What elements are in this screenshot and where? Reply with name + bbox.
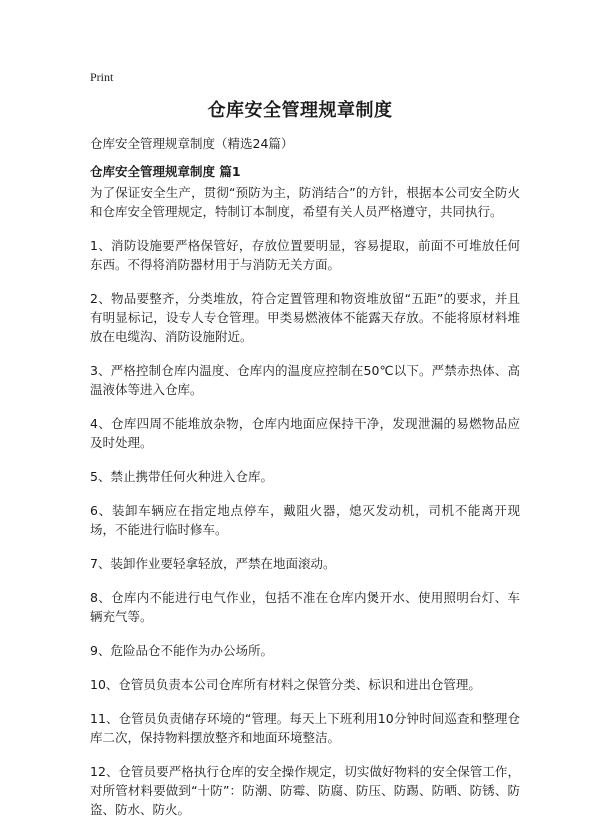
rule-paragraph-4: 4、仓库四周不能堆放杂物，仓库内地面应保持干净，发现泄漏的易燃物品应及时处理。 [90, 416, 520, 450]
print-label[interactable]: Print [90, 70, 114, 84]
page-title: 仓库安全管理规章制度 [207, 100, 393, 121]
rule-paragraph-7: 7、装卸作业要轻拿轻放，严禁在地面滚动。 [90, 556, 336, 571]
document-subtitle: 仓库安全管理规章制度（精选24篇） [90, 136, 294, 151]
rule-paragraph-8: 8、仓库内不能进行电气作业，包括不准在仓库内煲开水、使用照明台灯、车辆充气等。 [90, 590, 520, 624]
rule-paragraph-6: 6、装卸车辆应在指定地点停车，戴阻火器，熄灭发动机，司机不能离开现场，不能进行临时修车。 [90, 503, 520, 537]
rule-paragraph-11: 11、仓管员负责储存环境的“管理。每天上下班利用10分钟时间巡查和整理仓库二次，保持物料摆放整齐和地面环境整洁。 [90, 711, 520, 745]
document-body [90, 183, 520, 834]
rule-paragraph-10: 10、仓管员负责本公司仓库所有材料之保管分类、标识和进出仓管理。 [90, 677, 481, 692]
rule-paragraph-1: 1、消防设施要严格保管好，存放位置要明显，容易提取，前面不可堆放任何东西。不得将消防器材用于与消防无关方面。 [90, 238, 520, 272]
rule-paragraph-2: 2、物品要整齐，分类堆放，符合定置管理和物资堆放留“五距”的要求，并且有明显标记，设专人专仓管理。甲类易燃液体不能露天存放。不能将原材料堆放在电缆沟、消防设施附近。 [90, 291, 520, 344]
section-heading: 仓库安全管理规章制度 篇1 [90, 164, 241, 179]
rule-paragraph-9: 9、危险品仓不能作为办公场所。 [90, 643, 273, 658]
rule-paragraph-12: 12、仓管员要严格执行仓库的安全操作规定，切实做好物料的安全保管工作，对所管材料要做到“十防”：防潮、防霉、防腐、防压、防踢、防晒、防锈、防盗、防水、防火。 [90, 764, 520, 817]
rule-paragraph-3: 3、严格控制仓库内温度、仓库内的温度应控制在50℃以下。严禁赤热体、高温液体等进入仓库。 [90, 363, 520, 397]
rule-paragraph-5: 5、禁止携带任何火种进入仓库。 [90, 469, 273, 484]
intro-paragraph: 为了保证安全生产，贯彻“预防为主，防消结合”的方针，根据本公司安全防火和仓库安全管理规定，特制订本制度，希望有关人员严格遵守，共同执行。 [90, 185, 520, 219]
